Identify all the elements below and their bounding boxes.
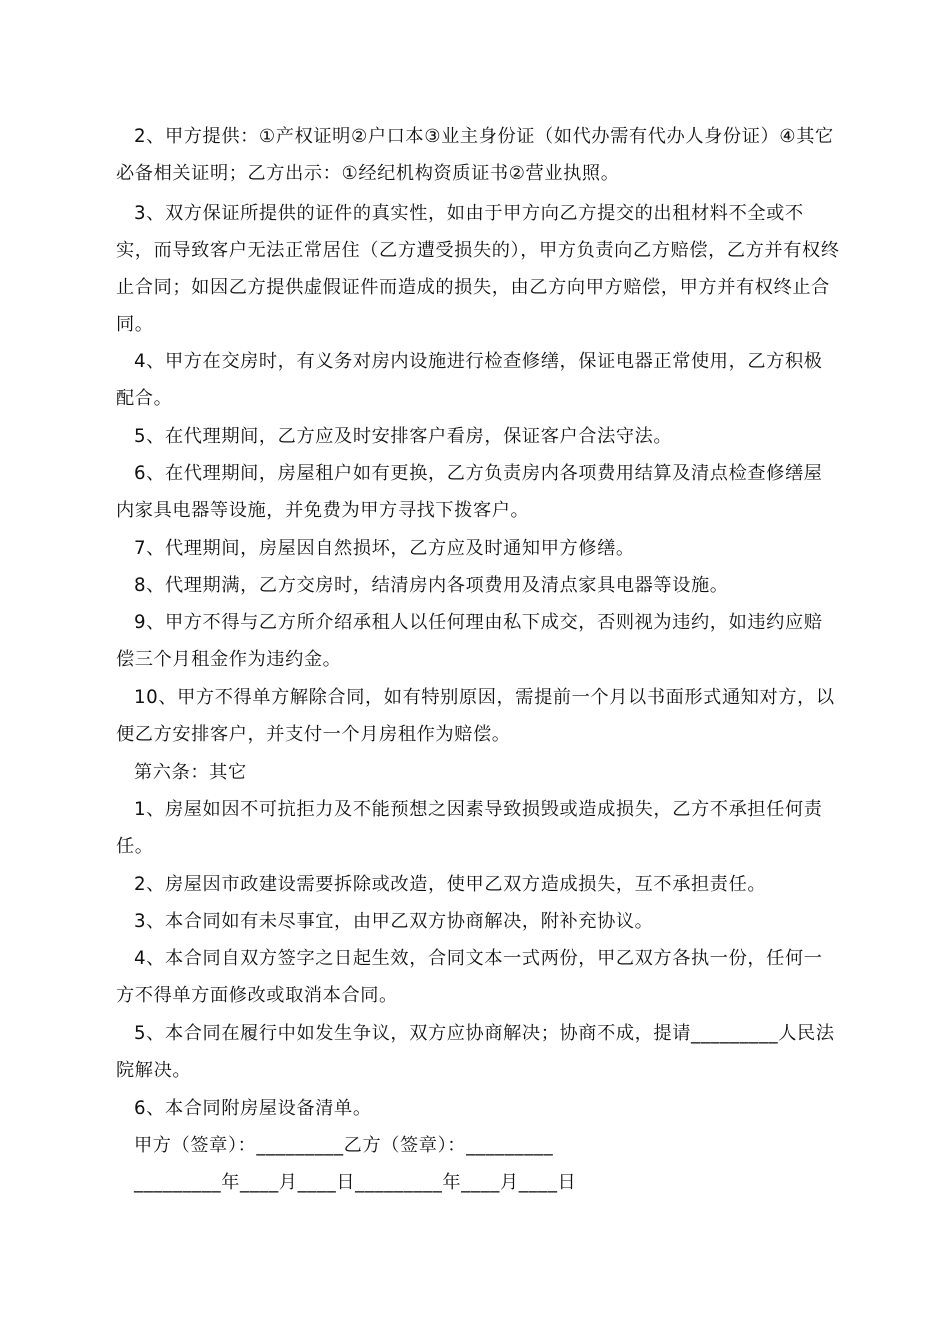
- clause-10-termination: 10、甲方不得单方解除合同，如有特别原因，需提前一个月以书面形式通知对方，以便乙方安排客户，并支付一个月房租作为赔偿。: [116, 687, 835, 745]
- article-6-item-1: 1、房屋如因不可抗拒力及不能预想之因素导致损毁或造成损失，乙方不承担任何责任。: [116, 799, 823, 857]
- article-6-item-5: 5、本合同在履行中如发生争议，双方应协商解决；协商不成，提请_________人民法院解决。: [116, 1023, 835, 1081]
- article-6-heading: 第六条：其它: [134, 762, 247, 783]
- clause-7-damage: 7、代理期间，房屋因自然损坏，乙方应及时通知甲方修缮。: [134, 538, 635, 559]
- clause-9-private-deal: 9、甲方不得与乙方所介绍承租人以任何理由私下成交，否则视为违约，如违约应赔偿三个月租金作为违约金。: [116, 612, 823, 670]
- article-6-item-3: 3、本合同如有未尽事宜，由甲乙双方协商解决，附补充协议。: [134, 911, 654, 932]
- clause-3-authenticity: 3、双方保证所提供的证件的真实性，如由于甲方向乙方提交的出租材料不全或不实，而导致客户无法正常居住（乙方遭受损失的），甲方负责向乙方赔偿，乙方并有权终止合同；如因乙方提供虚假证件而造成的损失，由乙方向甲方赔偿，甲方并有权终止合同。: [116, 203, 840, 335]
- article-6-item-4: 4、本合同自双方签字之日起生效，合同文本一式两份，甲乙双方各执一份，任何一方不得单方面修改或取消本合同。: [116, 948, 823, 1006]
- clause-8-expiry: 8、代理期满，乙方交房时，结清房内各项费用及清点家具电器等设施。: [134, 575, 729, 596]
- article-6-item-2: 2、房屋因市政建设需要拆除或改造，使甲乙双方造成损失，互不承担责任。: [134, 874, 767, 895]
- clause-5-viewing: 5、在代理期间，乙方应及时安排客户看房，保证客户合法守法。: [134, 426, 673, 447]
- clause-4-handover: 4、甲方在交房时，有义务对房内设施进行检查修缮，保证电器正常使用，乙方积极配合。: [116, 351, 823, 409]
- clause-6-tenant-change: 6、在代理期间，房屋租户如有更换，乙方负责房内各项费用结算及清点检查修缮屋内家具电器等设施，并免费为甲方寻找下拨客户。: [116, 463, 823, 521]
- date-line: _________年____月____日_________年____月____日: [134, 1172, 577, 1193]
- article-6-item-6: 6、本合同附房屋设备清单。: [134, 1098, 372, 1119]
- clause-2-documents: 2、甲方提供：①产权证明②户口本③业主身份证（如代办需有代办人身份证）④其它必备相关证明；乙方出示：①经纪机构资质证书②营业执照。: [116, 126, 834, 184]
- signature-line: 甲方（签章）：_________乙方（签章）：_________: [134, 1135, 554, 1156]
